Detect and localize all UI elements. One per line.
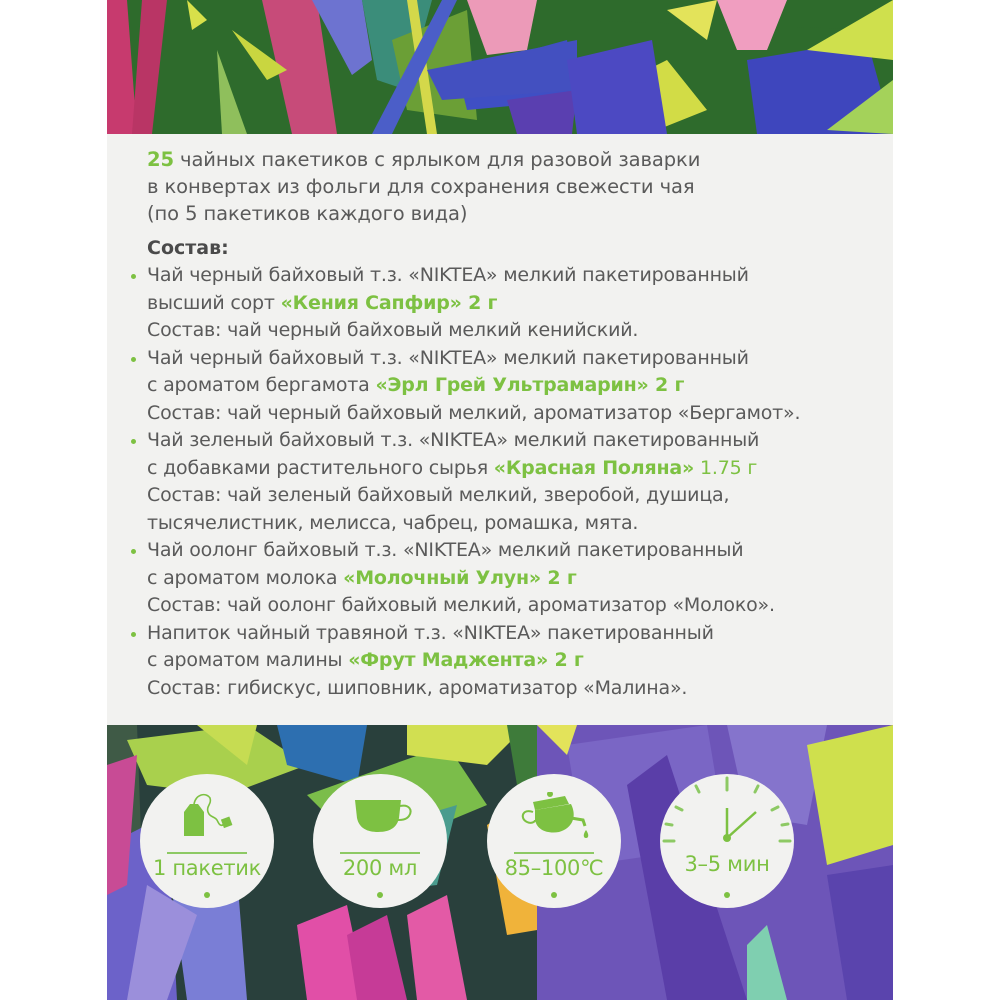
dot-icon [204, 892, 210, 898]
clock-icon [660, 774, 794, 908]
brew-badge-teabag: 1 пакетик [140, 774, 274, 908]
leaves-artwork [107, 0, 893, 134]
divider-line [167, 852, 247, 854]
dot-icon [551, 892, 557, 898]
list-item: Напиток чайный травяной т.з. «NIKTEA» пакетированный с ароматом малины «Фрут Маджента» 2 г Состав: гибискус, шиповник, ароматизатор «Малина». [129, 620, 869, 703]
teabag-icon [140, 792, 274, 838]
brew-badge-water: 200 мл [313, 774, 447, 908]
tea-name: «Фрут Маджента» 2 г [348, 649, 584, 671]
list-item: Чай оолонг байховый т.з. «NIKTEA» мелкий пакетированный с ароматом молока «Молочный Улун» 2 г Состав: чай оолонг байховый мелкий, ароматизатор «Молоко». [129, 537, 869, 620]
cup-icon [313, 792, 447, 838]
bullet-icon [131, 357, 136, 362]
description-section [107, 134, 893, 725]
list-item: Чай черный байховый т.з. «NIKTEA» мелкий пакетированный с ароматом бергамота «Эрл Грей Ультрамарин» 2 г Состав: чай черный байховый мелкий, ароматизатор «Бергамот». [129, 345, 869, 428]
divider-line [514, 852, 594, 854]
divider-line [340, 852, 420, 854]
composition-heading: Состав: [147, 237, 229, 259]
list-item: Чай зеленый байховый т.з. «NIKTEA» мелкий пакетированный с добавками растительного сырья «Красная Поляна» 1.75 г Состав: чай зеленый байховый мелкий, зверобой, душица, тысячелистник, мелисса, чабрец, ромашка, мята. [129, 427, 869, 537]
tea-package-panel [107, 0, 893, 1000]
tea-name: «Эрл Грей Ультрамарин» 2 г [375, 374, 685, 396]
tea-name: «Красная Поляна» [493, 456, 695, 479]
list-item: Чай черный байховый т.з. «NIKTEA» мелкий пакетированный высший сорт «Кения Сапфир» 2 г Состав: чай черный байховый мелкий кенийский. [129, 262, 869, 345]
teapot-icon [487, 792, 621, 838]
intro-text: 25 чайных пакетиков с ярлыком для разовой заварки в конвертах из фольги для сохранения свежести чая (по 5 пакетиков каждого вида) [147, 148, 701, 225]
tea-name: «Кения Сапфир» 2 г [280, 291, 498, 314]
dot-icon [377, 892, 383, 898]
botanical-illustration-bottom [107, 725, 893, 1000]
brew-badge-temperature: 85–100℃ [487, 774, 621, 908]
bullet-icon [131, 632, 136, 637]
composition-list [129, 262, 869, 702]
brew-badge-time: 3–5 мин [660, 774, 794, 908]
bullet-icon [131, 274, 136, 279]
botanical-illustration-top [107, 0, 893, 134]
dot-icon [724, 892, 730, 898]
bullet-icon [131, 549, 136, 554]
teabag-count: 25 [147, 148, 174, 171]
tea-name: «Молочный Улун» 2 г [343, 566, 577, 589]
bullet-icon [131, 439, 136, 444]
